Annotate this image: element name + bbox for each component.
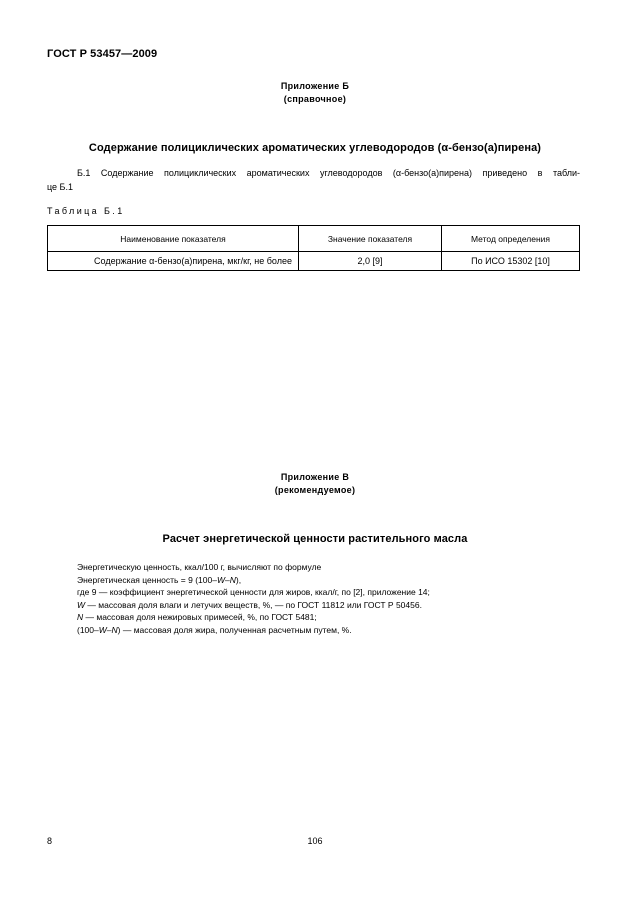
table-header-row — [48, 226, 580, 252]
definition-text: — массовая доля нежировых примесей, %, по ГОСТ 5481; — [83, 612, 317, 622]
variable-w: W — [98, 624, 107, 635]
table-header-cell: Наименование показателя — [48, 226, 299, 252]
variable-n: N — [111, 624, 118, 635]
definition-text: — массовая доля влаги и летучих веществ, %, — по ГОСТ 11812 или ГОСТ Р 50456. — [85, 599, 422, 610]
fat-definition — [77, 624, 430, 637]
table-header-cell: Метод определения — [442, 226, 580, 252]
formula-text: Энергетическая ценность = 9 (100– — [77, 574, 217, 585]
definition-text: – — [106, 624, 112, 635]
formula-intro: Энергетическую ценность, ккал/100 г, вычисляют по формуле — [77, 562, 322, 572]
n-definition — [77, 611, 430, 624]
definition-text: ) — массовая доля жира, полученная расчетным путем, %. — [117, 624, 352, 635]
table-cell: По ИСО 15302 [10] — [442, 252, 580, 271]
table-cell: Содержание α-бензо(а)пирена, мкг/кг, не более — [48, 252, 299, 271]
annex-b-title: Приложение Б — [280, 81, 350, 91]
annex-v-title: Приложение В — [280, 472, 350, 482]
annex-v-heading: Расчет энергетической ценности растительного масла — [162, 533, 468, 545]
annex-b-table — [47, 225, 580, 271]
table-header-cell: Значение показателя — [299, 226, 442, 252]
annex-b-heading: Содержание полициклических ароматических углеводородов (α-бензо(а)пирена) — [88, 142, 542, 154]
variable-n: N — [229, 574, 236, 585]
annex-v-subtitle: (рекомендуемое) — [274, 485, 356, 495]
formula-block — [77, 561, 430, 636]
table-caption: Таблица Б.1 — [47, 206, 125, 216]
table-cell: 2,0 [9] — [299, 252, 442, 271]
page-number-center: 106 — [307, 836, 323, 846]
coefficient-definition: где 9 — коэффициент энергетической ценности для жиров, ккал/г, по [2], приложение 14; — [77, 587, 430, 597]
definition-text: (100– — [77, 624, 99, 635]
variable-n: N — [77, 612, 84, 622]
variable-w: W — [216, 574, 225, 585]
formula-text: – — [225, 574, 230, 585]
document-code: ГОСТ Р 53457—2009 — [47, 48, 158, 60]
page-number-left: 8 — [47, 836, 53, 846]
w-definition — [77, 599, 430, 612]
variable-w: W — [77, 599, 86, 610]
table-row — [48, 252, 580, 271]
formula-line — [77, 574, 430, 587]
annex-b-paragraph-line2: це Б.1 — [47, 182, 73, 192]
annex-b-paragraph-line1: Б.1 Содержание полициклических ароматических углеводородов (α-бензо(а)пирена) приведено в табли- — [77, 168, 580, 178]
annex-b-subtitle: (справочное) — [283, 94, 347, 104]
formula-text: ), — [235, 574, 242, 585]
